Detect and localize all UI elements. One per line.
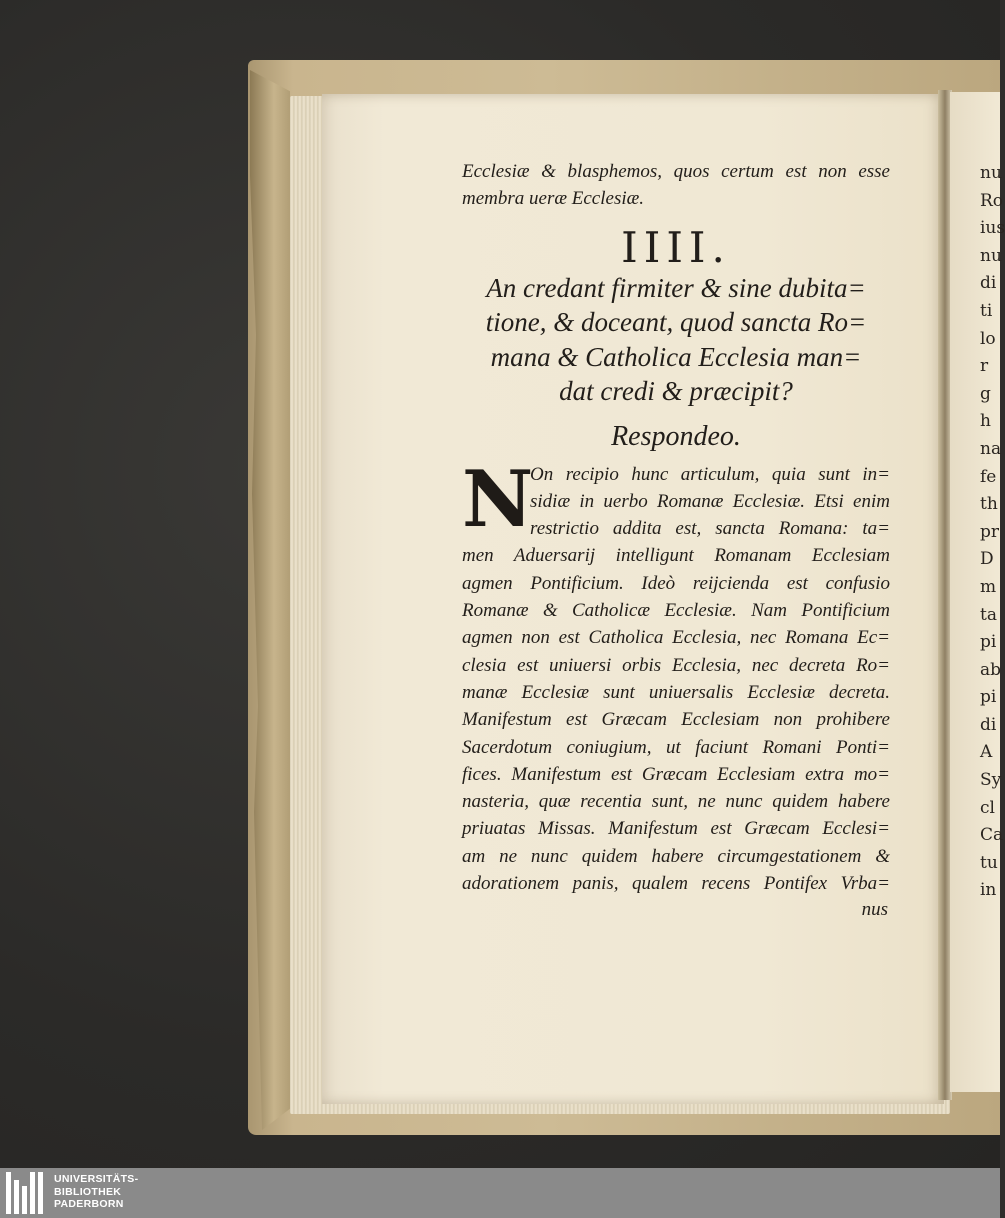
section-number: IIII. — [621, 222, 731, 272]
facing-page-fragment: ta — [980, 604, 997, 625]
text-line: fices. Manifestum est Græcam Ecclesiam extra mo= — [462, 763, 890, 785]
page-text — [462, 158, 890, 923]
facing-page-fragment: A — [980, 742, 993, 763]
text-line: manæ Ecclesiæ sunt uniuersalis Ecclesiæ decreta. — [462, 681, 890, 703]
facing-page-text — [980, 160, 1005, 905]
facing-page-fragment: fe — [980, 466, 997, 487]
facing-page-fragment: th — [980, 494, 998, 515]
footer-bar — [0, 1168, 1000, 1218]
facing-page-fragment: h — [980, 411, 991, 432]
question-line: dat credi & præcipit? — [559, 376, 793, 407]
facing-page-fragment: m — [980, 576, 997, 597]
text-line: agmen non est Catholica Ecclesia, nec Romana Ec= — [462, 627, 890, 649]
facing-page-fragment: nu — [980, 163, 1002, 183]
text-line: adorationem panis, qualem recens Pontifex Vrba= — [462, 873, 890, 895]
text-line: On recipio hunc articulum, quia sunt in= — [530, 463, 890, 485]
facing-page-fragment: pi — [980, 632, 997, 653]
facing-page-fragment: na — [980, 438, 1002, 459]
text-line: sidiæ in uerbo Romanæ Ecclesiæ. Etsi enim — [530, 490, 890, 512]
facing-page-fragment: di — [980, 273, 997, 294]
facing-page-fragment: nu — [980, 245, 1002, 266]
text-line: Romanæ & Catholicæ Ecclesiæ. Nam Pontificium — [462, 600, 890, 622]
text-line: men Aduersarij intelligunt Romanam Ecclesiam — [462, 545, 890, 567]
text-line: priuatas Missas. Manifestum est Græcam Ecclesi= — [462, 818, 890, 840]
library-logo-icon — [6, 1172, 46, 1214]
facing-page-fragment: pi — [980, 687, 997, 708]
question-line: An credant firmiter & sine dubita= — [486, 272, 866, 303]
facing-page-fragment: Ro — [980, 190, 1004, 211]
drop-cap: N — [462, 453, 534, 545]
facing-page-fragment: in — [980, 880, 997, 901]
respondeo-heading: Respondeo. — [611, 420, 741, 452]
facing-page-fragment: ius — [980, 218, 1005, 239]
text-line: Ecclesiæ & blasphemos, quos certum est non esse — [462, 161, 890, 182]
text-line: restrictio addita est, sancta Romana: ta= — [530, 518, 890, 540]
facing-page-fragment: tu — [980, 852, 998, 873]
question-line: mana & Catholica Ecclesia man= — [490, 341, 862, 372]
text-line: Manifestum est Græcam Ecclesiam non prohibere — [462, 709, 890, 731]
library-logo-text — [54, 1173, 138, 1211]
facing-page-fragment: Ca — [980, 825, 1004, 846]
question-block — [462, 271, 890, 409]
logo-line: BIBLIOTHEK — [54, 1185, 122, 1198]
facing-page-fragment: ab — [980, 659, 1002, 680]
text-line: Sacerdotum coniugium, ut faciunt Romani Ponti= — [462, 736, 890, 758]
catchword: nus — [861, 899, 888, 921]
facing-page-fragment: Sy — [980, 770, 1002, 791]
question-line: tione, & doceant, quod sancta Ro= — [485, 307, 867, 338]
facing-page-fragment: lo — [980, 328, 996, 349]
facing-page-fragment: pr — [980, 521, 1000, 542]
facing-page-fragment: g — [980, 383, 991, 404]
text-line: agmen Pontificium. Ideò reijcienda est confusio — [462, 572, 890, 594]
facing-page-fragment: r — [980, 356, 989, 377]
facing-page-fragment: ti — [980, 300, 993, 321]
text-line: am ne nunc quidem habere circumgestationem & — [462, 845, 890, 867]
text-line: nasteria, quæ recentia sunt, ne nunc quidem habere — [462, 791, 890, 813]
body-text — [462, 453, 890, 924]
facing-page-fragment: cl — [980, 797, 995, 818]
text-line: membra ueræ Ecclesiæ. — [462, 188, 645, 210]
facing-page-fragment: D — [980, 549, 994, 570]
logo-line: PADERBORN — [54, 1198, 124, 1210]
logo-line: UNIVERSITÄTS- — [54, 1173, 139, 1185]
text-line: clesia est uniuersi orbis Ecclesia, nec decreta Ro= — [462, 654, 890, 676]
facing-page-fragment: di — [980, 714, 997, 735]
